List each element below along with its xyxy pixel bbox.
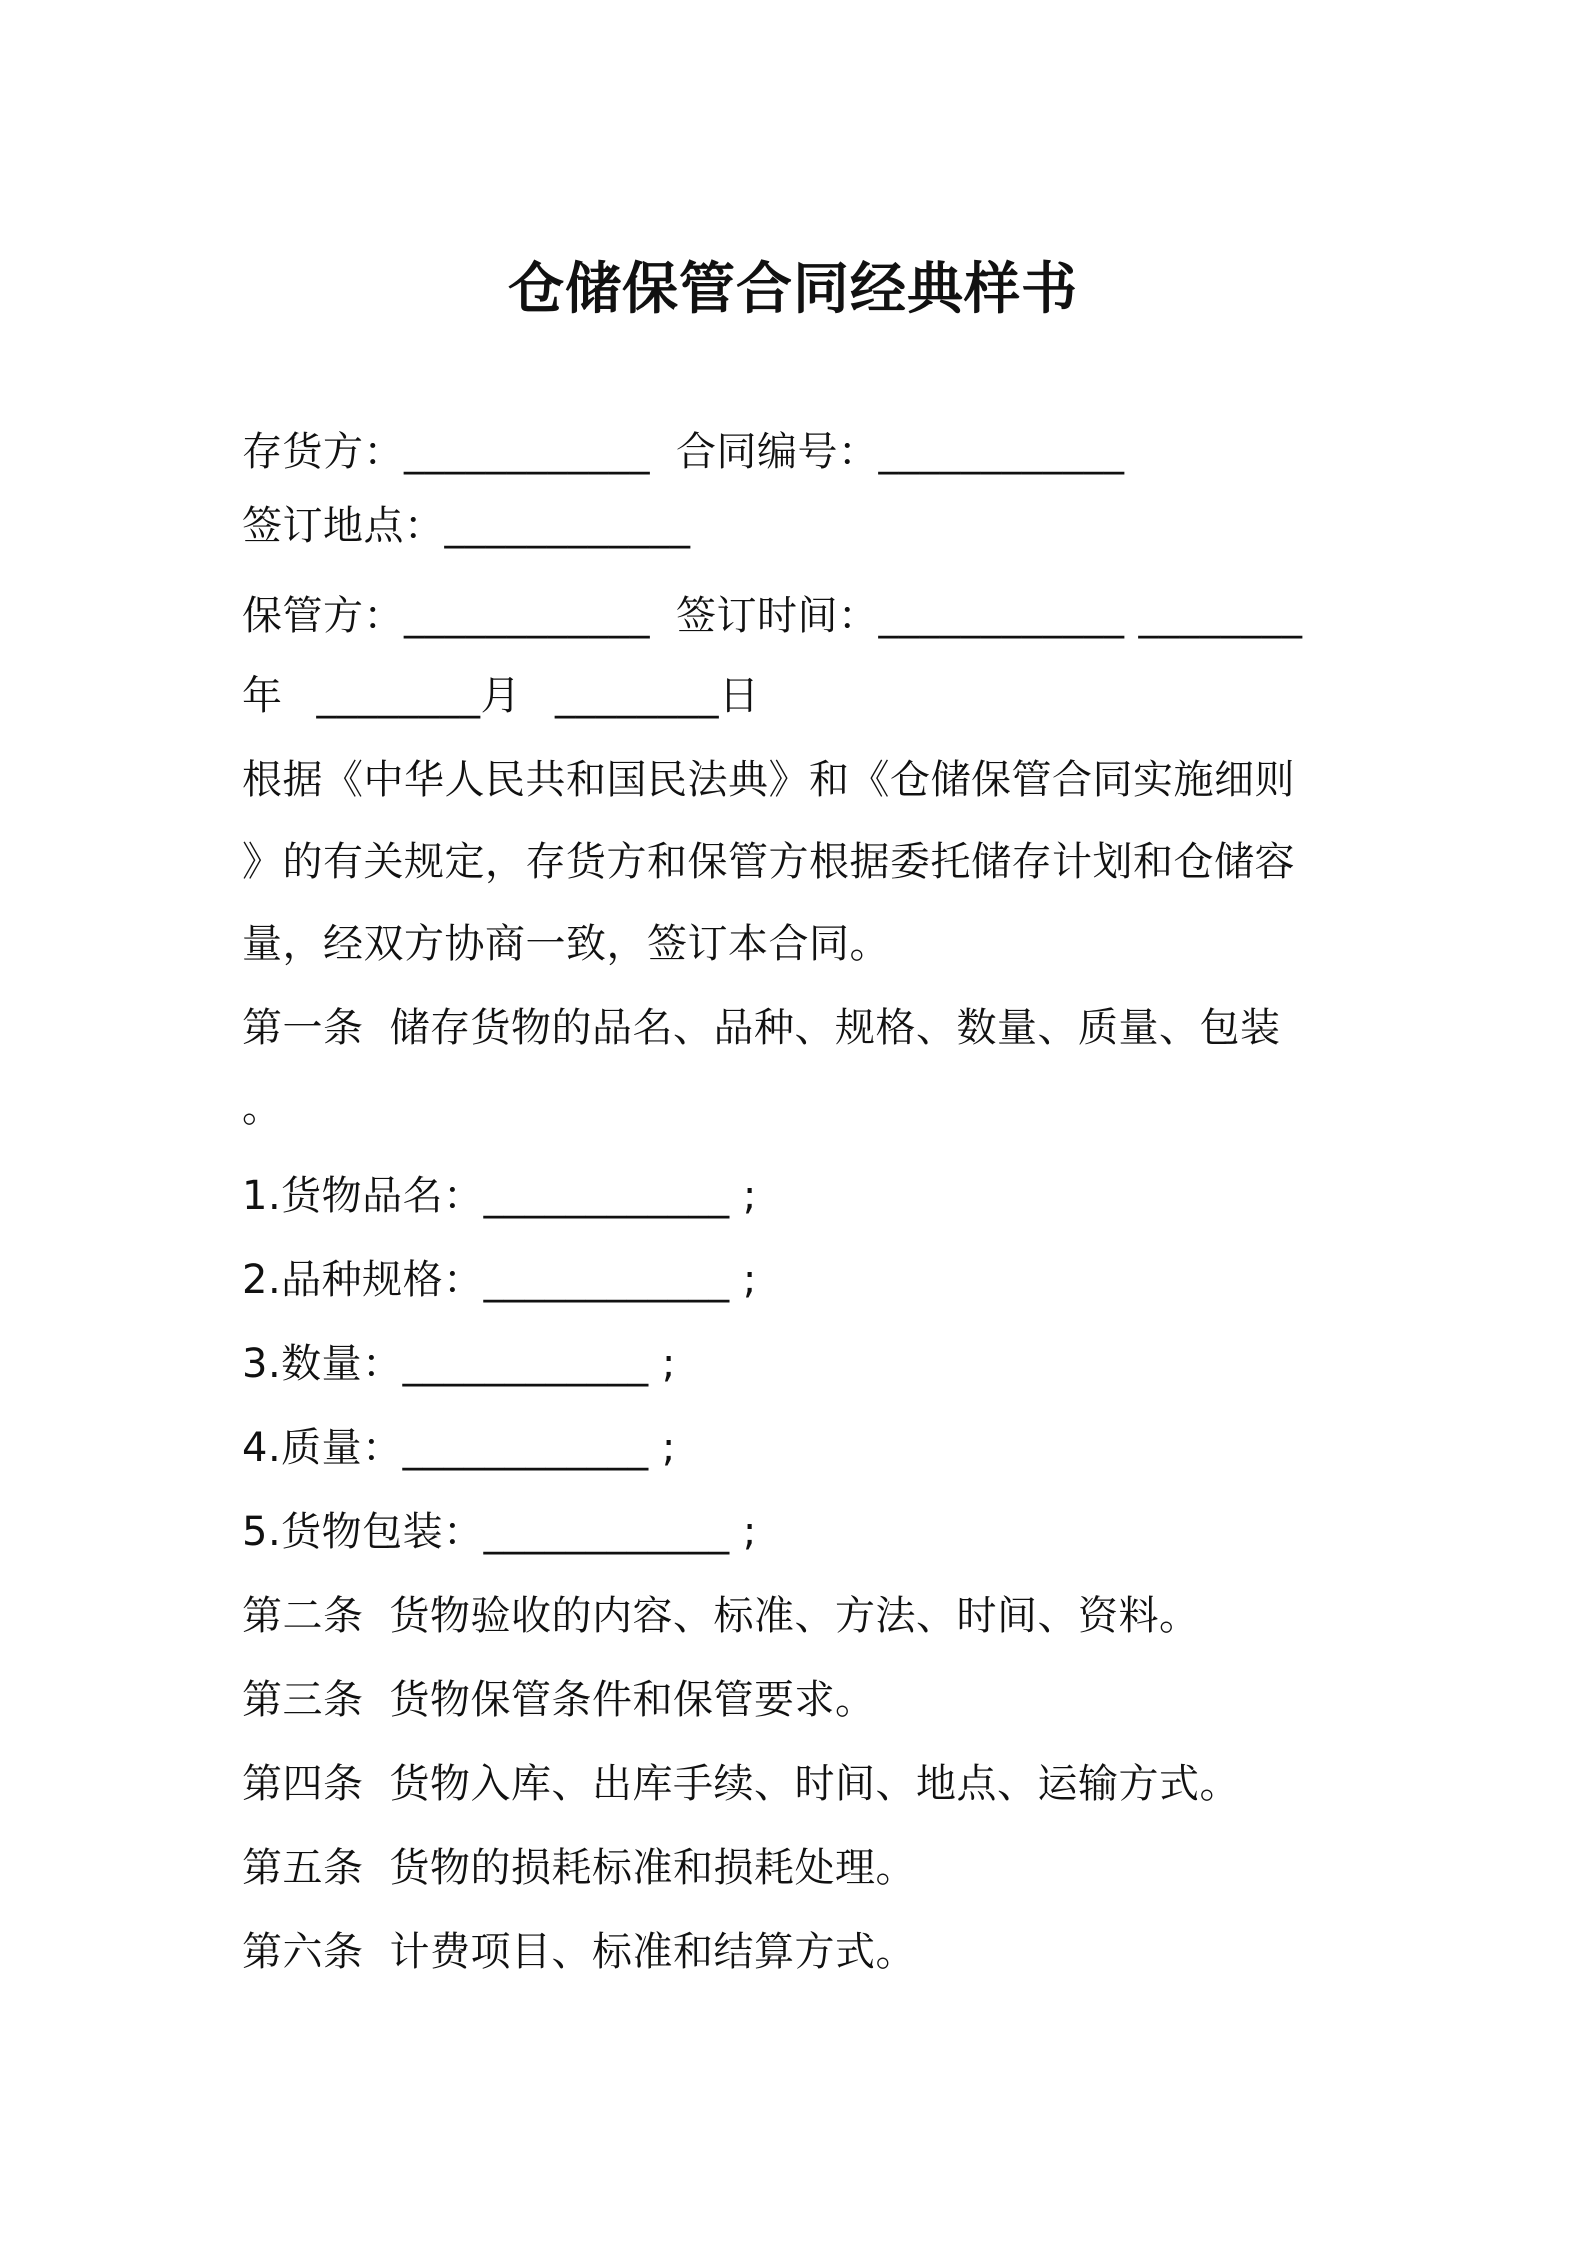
article-text: 计费项目、标准和结算方式。 (389, 1929, 916, 1975)
article-1 (242, 1000, 1362, 1056)
article-6 (242, 1924, 1362, 1980)
sign-time-label: 签订时间： (676, 593, 879, 639)
article-1-tail: 。 (242, 1085, 283, 1131)
preamble-line-2: 》的有关规定，存货方和保管方根据委托储存计划和仓储容 (242, 839, 1295, 885)
article-1-text: 储存货物的品名、品种、规格、数量、质量、包装 (389, 1005, 1281, 1051)
header-row-sign-place (242, 498, 1362, 554)
depositor-blank: ____________ (404, 429, 650, 475)
document-title: 仓储保管合同经典样书 (508, 257, 1078, 322)
article-2 (242, 1588, 1362, 1644)
item-blank: ____________ (483, 1257, 730, 1303)
contract-no-blank: ____________ (878, 429, 1125, 475)
item-label: 4.质量： (242, 1425, 403, 1471)
article-text: 货物的损耗标准和损耗处理。 (389, 1845, 916, 1891)
item-blank: ____________ (402, 1341, 649, 1387)
item-label: 2.品种规格： (242, 1257, 484, 1303)
article-label: 第六条 (242, 1929, 364, 1975)
article-5 (242, 1840, 1362, 1896)
article-label: 第四条 (242, 1761, 364, 1807)
item-end: ; (648, 1425, 676, 1471)
item-quality (242, 1420, 1362, 1476)
item-end: ; (729, 1257, 757, 1303)
item-blank: ____________ (483, 1173, 730, 1219)
keeper-label: 保管方： (242, 593, 404, 639)
item-blank: ____________ (402, 1425, 649, 1471)
header-row-depositor (242, 424, 1362, 480)
item-label: 1.货物品名： (242, 1173, 484, 1219)
year-label: 年 (242, 673, 283, 719)
article-3 (242, 1672, 1362, 1728)
sign-time-blank: ____________ (878, 593, 1125, 639)
article-text: 货物入库、出库手续、时间、地点、运输方式。 (389, 1761, 1240, 1807)
item-spec (242, 1252, 1362, 1308)
item-packaging (242, 1504, 1362, 1560)
sign-place-blank: ____________ (444, 503, 691, 549)
article-1-label: 第一条 (242, 1005, 364, 1051)
item-end: ; (729, 1509, 757, 1555)
sign-year-blank: ________ (1138, 593, 1303, 639)
article-label: 第二条 (242, 1593, 364, 1639)
header-row-keeper (242, 588, 1362, 644)
day-label: 日 (719, 673, 760, 719)
item-goods-name (242, 1168, 1362, 1224)
item-quantity (242, 1336, 1362, 1392)
preamble-line-1: 根据《中华人民共和国民法典》和《仓储保管合同实施细则 (242, 757, 1295, 803)
day-blank: ________ (555, 673, 719, 719)
depositor-label: 存货方： (242, 429, 404, 475)
item-end: ; (729, 1173, 757, 1219)
article-text: 货物保管条件和保管要求。 (389, 1677, 876, 1723)
header-row-date (242, 668, 1362, 724)
article-4 (242, 1756, 1362, 1812)
item-label: 3.数量： (242, 1341, 403, 1387)
article-label: 第五条 (242, 1845, 364, 1891)
month-blank: ________ (316, 673, 481, 719)
item-label: 5.货物包装： (242, 1509, 484, 1555)
keeper-blank: ____________ (404, 593, 650, 639)
preamble-line-3: 量，经双方协商一致，签订本合同。 (242, 921, 890, 967)
item-end: ; (648, 1341, 676, 1387)
contract-no-label: 合同编号： (676, 429, 879, 475)
sign-place-label: 签订地点： (242, 503, 445, 549)
article-text: 货物验收的内容、标准、方法、时间、资料。 (389, 1593, 1200, 1639)
item-blank: ____________ (483, 1509, 730, 1555)
article-label: 第三条 (242, 1677, 364, 1723)
month-label: 月 (480, 673, 521, 719)
